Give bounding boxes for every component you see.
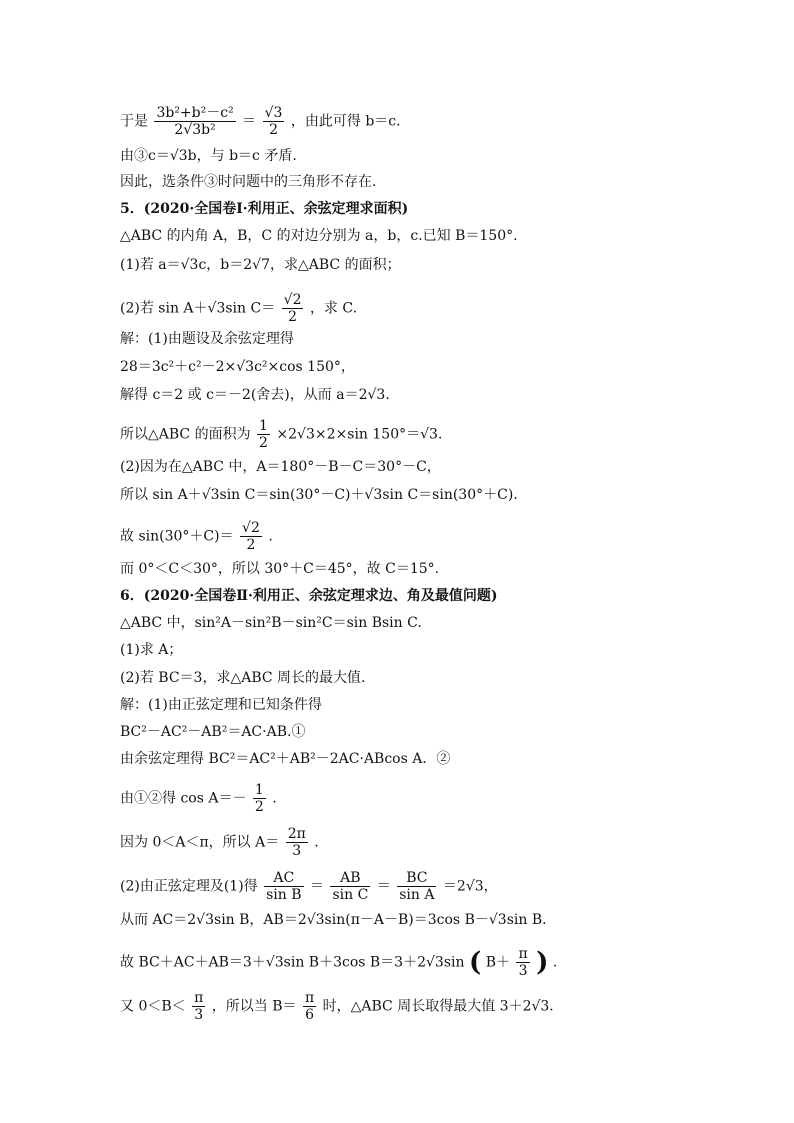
solution-6-eq-2: 由余弦定理得 BC²＝AC²＋AB²－2AC·ABcos A．②	[120, 751, 451, 767]
fraction: $\frac{√3}{2}$	[264, 105, 283, 138]
text: 于是	[120, 113, 148, 130]
fraction: $\frac{\pi}{3}$	[518, 946, 528, 979]
solution-6-sine-law: (2)由正弦定理及(1)得 $\frac{AC}{\text{sin B}}$ ＝ $\frac{AB}{\text{sin C}}$ ＝ $\frac{BC}{\text{sin A}}$ ＝2√3，	[120, 870, 498, 903]
solution-5-eq: 28＝3c²＋c²－2×√3c²×cos 150°，	[120, 359, 355, 375]
fraction: $\frac{1}{2}$	[259, 418, 268, 451]
solution-5-result: 解得 c＝2 或 c＝－2(舍去)，从而 a＝2√3.	[120, 387, 390, 403]
problem-5-statement: △ABC 的内角 A，B，C 的对边分别为 a，b，c.已知 B＝150°.	[120, 228, 518, 244]
line-conclusion-2: 因此，选条件③时问题中的三角形不存在.	[120, 174, 377, 190]
fraction: $\frac{2\pi}{3}$	[287, 826, 306, 859]
line-contradiction: 由③c＝√3b，与 b＝c 矛盾.	[120, 148, 297, 164]
solution-6-maximum: 又 0＜B＜ $\frac{\pi}{3}$ ，所以当 B＝ $\frac{\pi}{6}$ 时，△ABC 周长取得最大值 3＋2√3.	[120, 990, 554, 1023]
problem-6-part-2: (2)若 BC＝3，求△ABC 周长的最大值.	[120, 670, 366, 686]
solution-5-intro: 解：(1)由题设及余弦定理得	[120, 331, 294, 347]
fraction: $\frac{\pi}{6}$	[304, 990, 315, 1023]
solution-5-final: 而 0°＜C＜30°，所以 30°＋C＝45°，故 C＝15°.	[120, 561, 440, 577]
solution-5-part2-a: (2)因为在△ABC 中，A＝180°－B－C＝30°－C，	[120, 459, 441, 475]
solution-5-part2-b: 所以 sin A＋√3sin C＝sin(30°－C)＋√3sin C＝sin(30°＋C).	[120, 487, 518, 503]
fraction: $\frac{√2}{2}$	[242, 520, 260, 553]
problem-5-title: 5．(2020·全国卷Ⅰ·利用正、余弦定理求面积)	[120, 201, 409, 217]
solution-5-part2-c: 故 sin(30°＋C)＝ $\frac{√2}{2}$ .	[120, 520, 273, 553]
fraction: $\frac{AC}{\text{sin B}}$	[266, 870, 302, 903]
problem-6-statement: △ABC 中，sin²A－sin²B－sin²C＝sin Bsin C.	[120, 615, 422, 631]
fraction: $\frac{BC}{\text{sin A}}$	[399, 870, 435, 903]
solution-6-sides: 从而 AC＝2√3sin B，AB＝2√3sin(π－A－B)＝3cos B－√3sin B.	[120, 912, 547, 928]
problem-5-part-2: (2)若 sin A＋√3sin C＝ $\frac{√2}{2}$ ，求 C.	[120, 292, 358, 325]
solution-5-area: 所以△ABC 的面积为 $\frac{1}{2}$ ×2√3×2×sin 150°＝√3.	[120, 418, 443, 451]
solution-6-intro: 解：(1)由正弦定理和已知条件得	[120, 697, 322, 713]
fraction: $\frac{\text{3b²+b²－c²}}{\text{2√3b²}}$	[156, 105, 234, 138]
solution-6-cos: 由①②得 cos A＝－ $\frac{1}{2}$ .	[120, 782, 277, 815]
solution-6-angle: 因为 0＜A＜π，所以 A＝ $\frac{2\pi}{3}$ .	[120, 826, 319, 859]
fraction: $\frac{\pi}{3}$	[194, 990, 204, 1023]
solution-6-eq-1: BC²－AC²－AB²＝AC·AB.①	[120, 724, 306, 740]
fraction: $\frac{√2}{2}$	[283, 292, 302, 325]
solution-6-perimeter: 故 BC＋AC＋AB＝3＋√3sin B＋3cos B＝3＋2√3sin ( B＋ $\frac{\pi}{3}$ ) .	[120, 946, 558, 979]
problem-6-title: 6．(2020·全国卷Ⅱ·利用正、余弦定理求边、角及最值问题)	[120, 588, 498, 604]
line-conclusion-1: 于是 $\frac{\text{3b²+b²－c²}}{\text{2√3b²}}$ ＝ $\frac{√3}{2}$ ，由此可得 b＝c.	[120, 105, 401, 138]
problem-5-part-1: (1)若 a＝√3c，b＝2√7，求△ABC 的面积；	[120, 257, 401, 273]
fraction: $\frac{1}{2}$	[254, 782, 264, 815]
problem-6-part-1: (1)求 A；	[120, 642, 183, 658]
fraction: $\frac{AB}{\text{sin C}}$	[332, 870, 369, 903]
